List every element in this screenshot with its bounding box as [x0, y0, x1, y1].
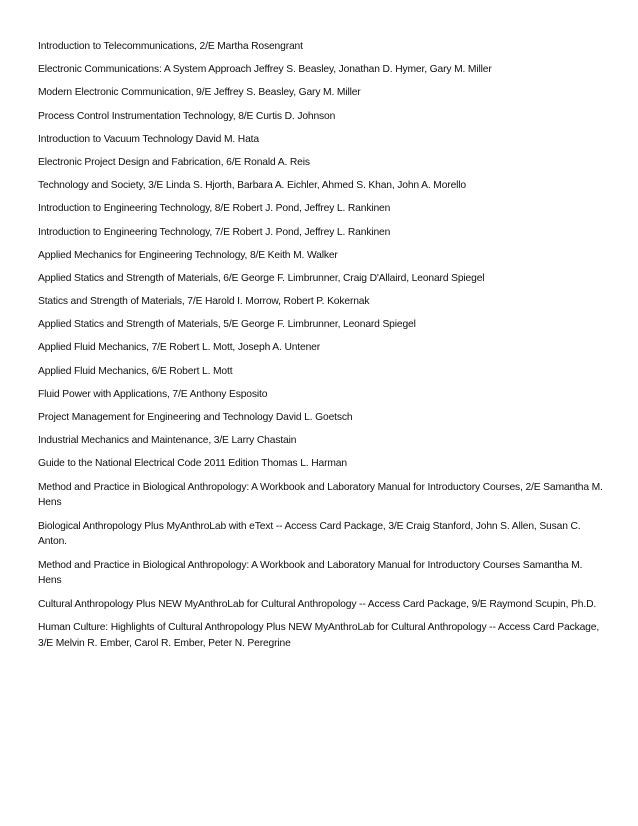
- book-list: [38, 39, 608, 659]
- book-entry: Biological Anthropology Plus MyAnthroLab with eText -- Access Card Package, 3/E Craig Stanford, John S. Allen, Susan C. Anton.: [38, 520, 581, 548]
- book-entry: Modern Electronic Communication, 9/E Jeffrey S. Beasley, Gary M. Miller: [38, 87, 361, 99]
- book-entry: Fluid Power with Applications, 7/E Anthony Esposito: [38, 388, 268, 400]
- book-entry: Method and Practice in Biological Anthropology: A Workbook and Laboratory Manual for Introductory Courses, 2/E Samantha M. Hens: [38, 481, 603, 509]
- book-entry: Applied Statics and Strength of Materials, 6/E George F. Limbrunner, Craig D'Allaird, Leonard Spiegel: [38, 272, 485, 284]
- book-entry: Method and Practice in Biological Anthropology: A Workbook and Laboratory Manual for Introductory Courses Samantha M. Hens: [38, 559, 583, 587]
- book-entry: Introduction to Engineering Technology, 8/E Robert J. Pond, Jeffrey L. Rankinen: [38, 203, 391, 215]
- book-entry: Applied Fluid Mechanics, 6/E Robert L. Mott: [38, 365, 233, 377]
- book-entry: Industrial Mechanics and Maintenance, 3/E Larry Chastain: [38, 435, 297, 447]
- book-entry: Guide to the National Electrical Code 2011 Edition Thomas L. Harman: [38, 458, 347, 470]
- book-entry: Applied Statics and Strength of Materials, 5/E George F. Limbrunner, Leonard Spiegel: [38, 319, 416, 331]
- book-entry: Applied Fluid Mechanics, 7/E Robert L. Mott, Joseph A. Untener: [38, 342, 321, 354]
- book-entry: Introduction to Vacuum Technology David M. Hata: [38, 133, 259, 145]
- book-entry: Statics and Strength of Materials, 7/E Harold I. Morrow, Robert P. Kokernak: [38, 296, 370, 308]
- book-entry: Technology and Society, 3/E Linda S. Hjorth, Barbara A. Eichler, Ahmed S. Khan, John A. Morello: [38, 180, 467, 192]
- book-entry: Process Control Instrumentation Technology, 8/E Curtis D. Johnson: [38, 110, 336, 122]
- book-entry: Human Culture: Highlights of Cultural Anthropology Plus NEW MyAnthroLab for Cultural Anthropology -- Access Card Package, 3/E Melvin R. Ember, Carol R. Ember, Peter N. Peregrine: [38, 622, 600, 649]
- book-entry: Introduction to Engineering Technology, 7/E Robert J. Pond, Jeffrey L. Rankinen: [38, 226, 391, 238]
- book-entry: Electronic Project Design and Fabrication, 6/E Ronald A. Reis: [38, 156, 310, 168]
- book-entry: Introduction to Telecommunications, 2/E Martha Rosengrant: [38, 41, 303, 52]
- book-entry: Electronic Communications: A System Approach Jeffrey S. Beasley, Jonathan D. Hymer, Gary M. Miller: [38, 64, 492, 76]
- book-entry: Applied Mechanics for Engineering Technology, 8/E Keith M. Walker: [38, 249, 338, 261]
- book-entry: Cultural Anthropology Plus NEW MyAnthroLab for Cultural Anthropology -- Access Card Package, 9/E Raymond Scupin, Ph.D.: [38, 598, 597, 610]
- book-entry: Project Management for Engineering and Technology David L. Goetsch: [38, 412, 353, 423]
